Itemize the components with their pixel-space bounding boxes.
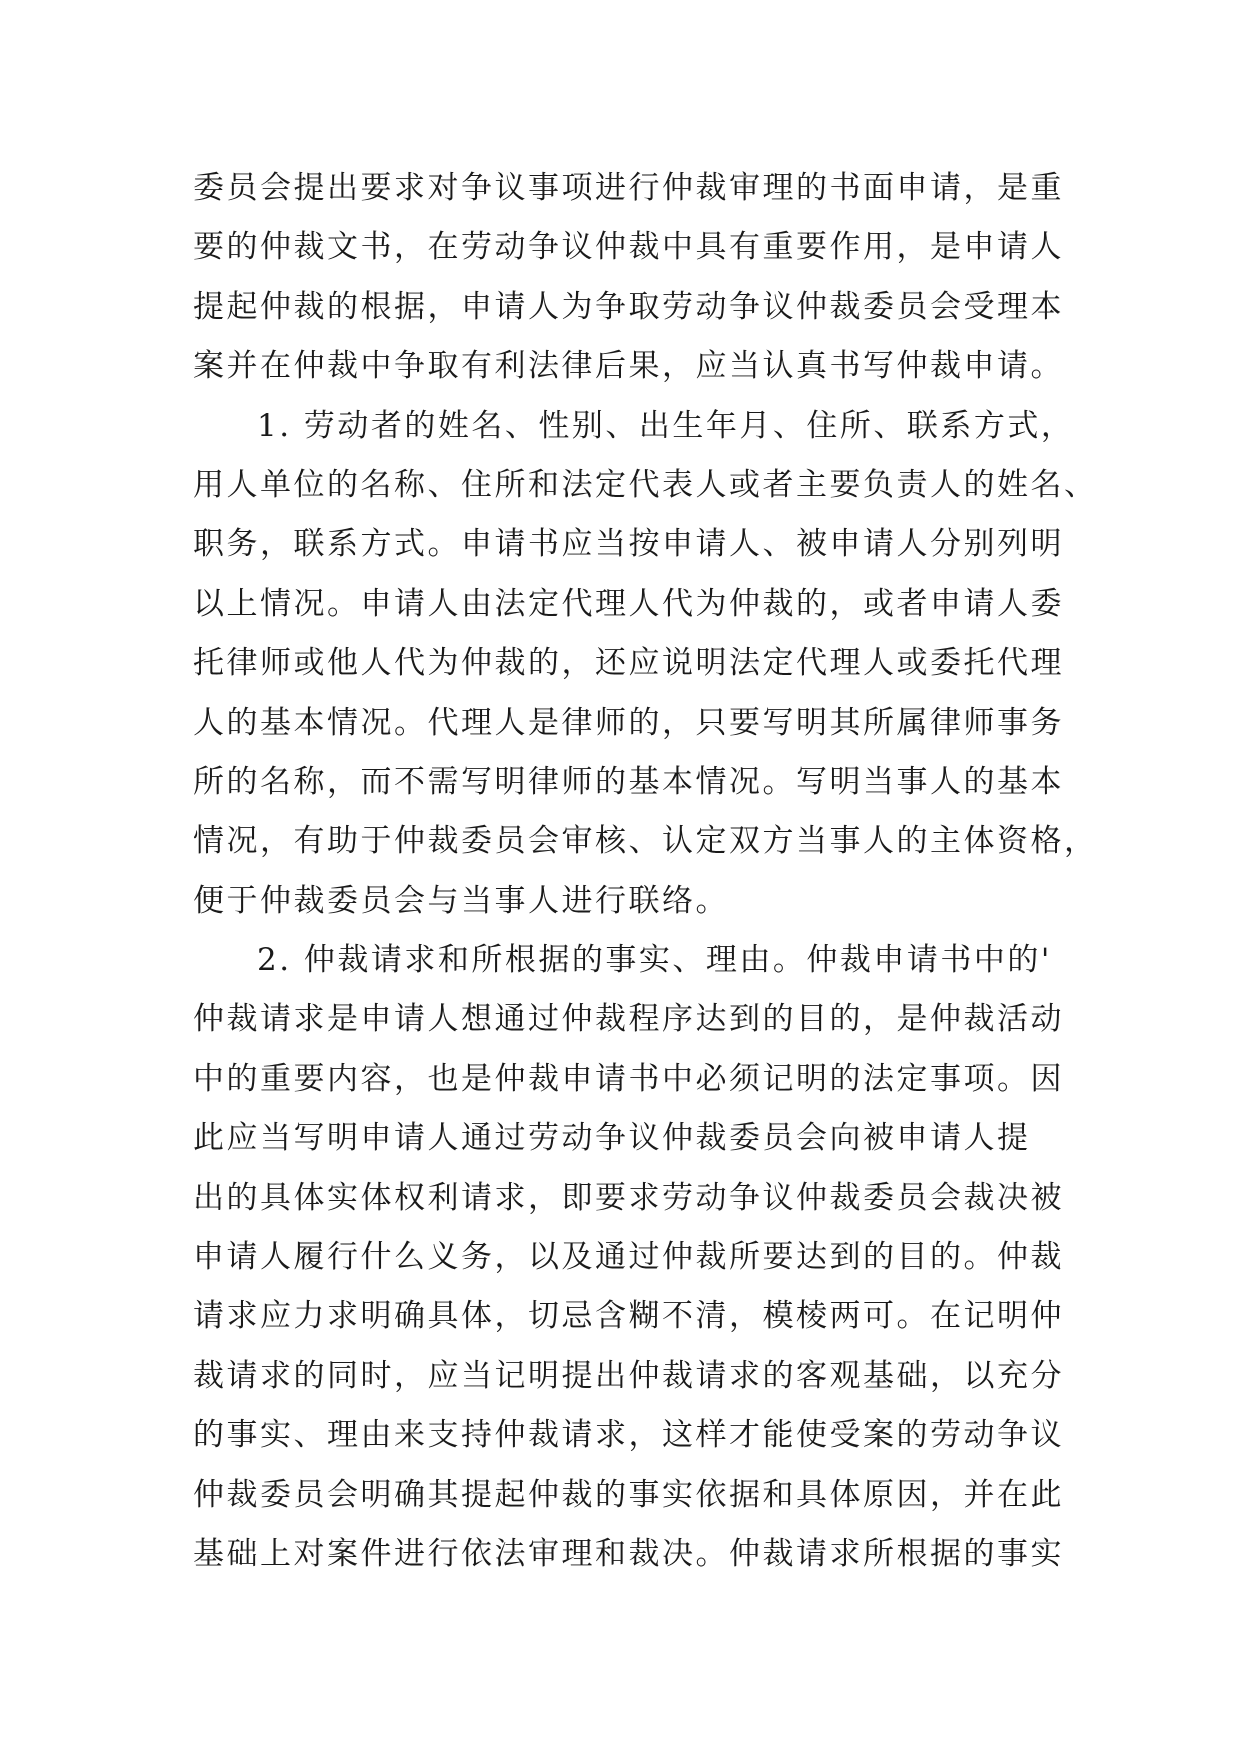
text-line: 的事实、理由来支持仲裁请求，这样才能使受案的劳动争议 [193,1417,1064,1454]
text-line: 仲裁委员会明确其提起仲裁的事实依据和具体原因，并在此 [193,1476,1064,1513]
text-line: 裁请求的同时，应当记明提出仲裁请求的客观基础，以充分 [193,1357,1064,1394]
text-line: 仲裁请求是申请人想通过仲裁程序达到的目的，是仲裁活动 [193,1001,1064,1038]
paragraph-1-first-line: 1. 劳动者的姓名、性别、出生年月、住所、联系方式， [257,407,1075,444]
text-line: 要的仲裁文书，在劳动争议仲裁中具有重要作用，是申请人 [193,229,1064,266]
text-line: 人的基本情况。代理人是律师的，只要写明其所属律师事务 [193,704,1064,741]
text-line: 基础上对案件进行依法审理和裁决。仲裁请求所根据的事实 [193,1535,1064,1572]
text-line: 职务，联系方式。申请书应当按申请人、被申请人分别列明 [193,526,1064,563]
text-line: 此应当写明申请人通过劳动争议仲裁委员会向被申请人提 [193,1120,1031,1157]
text-line: 情况，有助于仲裁委员会审核、认定双方当事人的主体资格， [193,823,1098,860]
text-line: 托律师或他人代为仲裁的，还应说明法定代理人或委托代理 [193,645,1064,682]
text-line: 以上情况。申请人由法定代理人代为仲裁的，或者申请人委 [193,585,1064,622]
text-line: 案并在仲裁中争取有利法律后果，应当认真书写仲裁申请。 [193,348,1064,385]
text-line: 提起仲裁的根据，申请人为争取劳动争议仲裁委员会受理本 [193,288,1064,325]
text-line: 用人单位的名称、住所和法定代表人或者主要负责人的姓名、 [193,466,1098,503]
text-line: 所的名称，而不需写明律师的基本情况。写明当事人的基本 [193,763,1064,800]
text-line: 请求应力求明确具体，切忌含糊不清，模棱两可。在记明仲 [193,1298,1064,1335]
text-line: 出的具体实体权利请求，即要求劳动争议仲裁委员会裁决被 [193,1179,1064,1216]
text-line: 委员会提出要求对争议事项进行仲裁审理的书面申请，是重 [193,170,1064,206]
body-text [193,159,1098,1584]
text-line: 中的重要内容，也是仲裁申请书中必须记明的法定事项。因 [193,1060,1064,1097]
text-line: 申请人履行什么义务，以及通过仲裁所要达到的目的。仲裁 [193,1239,1064,1276]
paragraph-2-first-line: 2. 仲裁请求和所根据的事实、理由。仲裁申请书中的' [257,942,1052,979]
text-line: 便于仲裁委员会与当事人进行联络。 [193,882,729,919]
